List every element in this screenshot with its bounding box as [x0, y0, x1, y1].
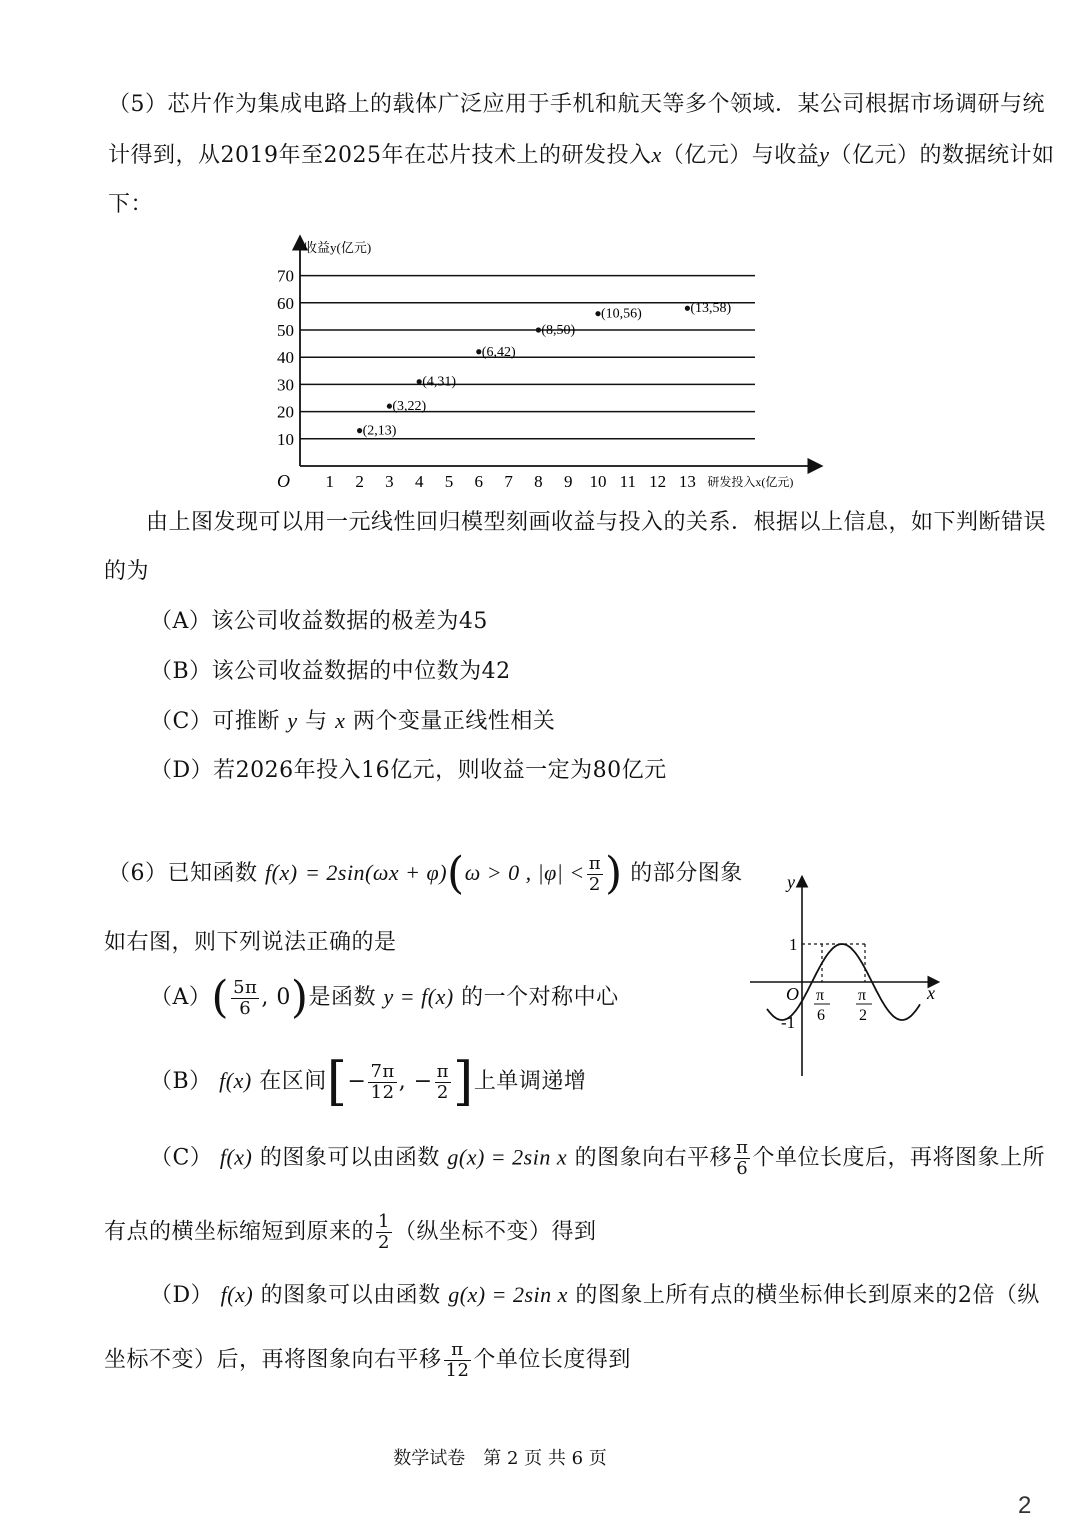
numerator: π — [444, 1340, 472, 1361]
var-x: x — [651, 142, 662, 167]
option-c-a: 的图象可以由函数 — [259, 1145, 440, 1171]
point-label: (10,56) — [601, 306, 642, 322]
y-tick-label: 70 — [277, 266, 294, 286]
y-tick-label: 60 — [277, 293, 294, 313]
g-of-x: g(x) = 2sin x — [448, 1282, 568, 1307]
option-label: （D） — [150, 1283, 214, 1308]
one-half — [376, 1212, 392, 1253]
option-b-mid: 在区间 — [259, 1069, 327, 1094]
q5-line2-pre: 计得到，从2019年至2025年在芯片技术上的研发投入 — [108, 143, 652, 168]
point-label: (6,42) — [481, 344, 516, 360]
right-paren: ) — [290, 972, 309, 1023]
q6-option-c — [150, 1138, 1045, 1179]
q5-after-line2: 的为 — [104, 559, 150, 584]
x-tick-label: 9 — [563, 472, 573, 491]
data-point — [536, 327, 541, 332]
q6-option-d — [150, 1280, 1040, 1311]
denominator: 6 — [736, 1158, 749, 1179]
option-a-tail: 是函数 — [308, 985, 377, 1010]
origin-label: O — [786, 984, 799, 1004]
pi-over-6 — [734, 1138, 750, 1179]
q5-option-c-mid: 与 — [305, 709, 328, 734]
x-axis-label: 研发投入x(亿元) — [707, 475, 794, 489]
f-of-x: f(x) — [265, 860, 298, 885]
x-tick-label: 13 — [678, 472, 696, 491]
data-point — [595, 311, 600, 316]
point-label: (2,13) — [362, 423, 397, 439]
comma-minus: , − — [398, 1069, 433, 1094]
option-c-line2-post: （纵坐标不变）得到 — [393, 1219, 597, 1245]
label-1: 1 — [789, 935, 798, 954]
condition: ω > 0 , |φ| < — [464, 860, 585, 885]
data-point — [357, 428, 362, 433]
option-label: （C） — [150, 1145, 213, 1171]
f-of-x: f(x) — [219, 1144, 253, 1170]
right-paren: ) — [605, 848, 623, 899]
point-label: (8,50) — [541, 323, 576, 338]
q5-option-a: （A）该公司收益数据的极差为45 — [150, 609, 488, 634]
pi-over-2 — [435, 1062, 451, 1103]
option-d-line2-pre: 坐标不变）后，再将图象向右平移 — [104, 1347, 442, 1373]
seven-pi-over-12 — [368, 1062, 396, 1103]
numerator: π — [736, 1137, 749, 1158]
q6-prefix: （6）已知函数 — [108, 861, 258, 886]
option-d-a: 的图象可以由函数 — [260, 1283, 441, 1308]
var-x: x — [335, 708, 346, 733]
q5-line3: 下： — [108, 192, 154, 217]
var-y: y — [287, 708, 298, 733]
y-tick-label: 10 — [277, 429, 294, 449]
option-c-b: 的图象向右平移 — [574, 1145, 733, 1171]
q6-option-b — [150, 1052, 587, 1112]
x-tick-label: 3 — [385, 472, 394, 491]
point-label: (4,31) — [422, 374, 457, 390]
denominator: 12 — [445, 1360, 470, 1381]
x-tick-label: 12 — [649, 472, 667, 491]
x-tick-label: 10 — [589, 472, 607, 491]
origin-label: O — [277, 471, 290, 491]
option-c-c: 个单位长度后，再将图象上所 — [752, 1145, 1045, 1171]
left-paren: ( — [447, 848, 465, 899]
x-axis-label: x — [927, 983, 935, 1003]
q5-option-b: （B）该公司收益数据的中位数为42 — [150, 659, 511, 684]
y-tick-label: 50 — [277, 321, 294, 340]
point-label: (13,58) — [690, 301, 732, 317]
sine-graph — [745, 868, 950, 1083]
q5-option-c-pre: （C）可推断 — [150, 709, 280, 734]
x-tick-label: 2 — [355, 472, 364, 491]
q6-stem — [108, 848, 743, 899]
page-footer: 数学试卷 第 2 页 共 6 页 — [393, 1448, 607, 1469]
data-point — [387, 404, 392, 409]
q5-line2-mid: （亿元）与收益 — [661, 143, 820, 168]
q6-option-a — [150, 972, 619, 1023]
left-bracket: [ — [326, 1052, 348, 1112]
pi-over-12 — [444, 1340, 472, 1381]
numerator: 1 — [378, 1211, 390, 1232]
x-tick-label: 11 — [619, 472, 636, 491]
denominator: 12 — [370, 1081, 395, 1103]
x-tick-label: 6 — [474, 472, 484, 491]
pi-over-2 — [587, 854, 603, 895]
denominator: 6 — [239, 997, 252, 1019]
f-of-x: f(x) — [220, 1282, 254, 1307]
left-paren: ( — [211, 972, 230, 1023]
y-axis-label: 收益y(亿元) — [304, 240, 372, 255]
g-of-x: g(x) = 2sin x — [447, 1144, 568, 1170]
data-point — [417, 379, 422, 384]
option-d-b: 的图象上所有点的横坐标伸长到原来的2倍（纵 — [575, 1283, 1040, 1308]
minus: − — [347, 1069, 367, 1094]
x-tick-label: 5 — [444, 472, 454, 491]
data-point — [476, 349, 481, 354]
q5-option-c — [150, 706, 555, 737]
y-equals-fx: y = f(x) — [383, 984, 454, 1009]
denominator: 2 — [588, 873, 601, 895]
q5-after-line1: 由上图发现可以用一元线性回归模型刻画收益与投入的关系．根据以上信息，如下判断错误 — [146, 510, 1047, 535]
zero: , 0 — [261, 985, 291, 1010]
x-tick-label: 1 — [325, 472, 335, 491]
q6-option-d-line2 — [104, 1340, 631, 1381]
numerator: π — [588, 852, 602, 874]
x-tick-label: 7 — [504, 472, 513, 491]
q6-suffix: 的部分图象 — [630, 861, 743, 886]
option-c-line2-pre: 有点的横坐标缩短到原来的 — [104, 1219, 375, 1245]
scatter-chart — [260, 232, 830, 494]
q5-line1: （5）芯片作为集成电路上的载体广泛应用于手机和航天等多个领域．某公司根据市场调研与统 — [108, 92, 1046, 117]
label-neg-1: -1 — [781, 1013, 796, 1032]
pi2-den: 2 — [859, 1007, 867, 1024]
denominator: 2 — [378, 1232, 390, 1253]
denominator: 2 — [436, 1081, 449, 1103]
q5-option-d: （D）若2026年投入16亿元，则收益一定为80亿元 — [150, 758, 667, 783]
y-tick-label: 40 — [277, 348, 294, 368]
numerator: 7π — [370, 1060, 395, 1082]
point-label: (3,22) — [392, 399, 427, 415]
pi2-num: π — [858, 987, 867, 1004]
numerator: 5π — [233, 976, 258, 998]
data-point — [685, 306, 690, 311]
q5-line2 — [108, 140, 1055, 171]
f-definition: = 2sin(ωx + φ) — [305, 860, 448, 885]
option-a-end: 的一个对称中心 — [461, 985, 619, 1010]
x-tick-label: 8 — [534, 472, 543, 491]
option-d-line2-post: 个单位长度得到 — [473, 1347, 631, 1373]
option-b-end: 上单调递增 — [473, 1069, 587, 1094]
option-label: （B） — [150, 1069, 212, 1094]
var-y: y — [819, 142, 830, 167]
f-of-x: f(x) — [219, 1068, 252, 1093]
five-pi-over-6 — [231, 978, 259, 1019]
numerator: π — [436, 1060, 450, 1082]
x-tick-label: 4 — [414, 472, 424, 491]
pi6-num: π — [816, 987, 825, 1004]
q6-line2: 如右图，则下列说法正确的是 — [104, 930, 397, 955]
y-tick-label: 30 — [277, 375, 294, 395]
q5-line2-post: （亿元）的数据统计如 — [829, 143, 1055, 168]
q5-option-c-post: 两个变量正线性相关 — [352, 709, 556, 734]
right-bracket: ] — [453, 1052, 474, 1112]
pi6-den: 6 — [817, 1007, 825, 1024]
y-axis-label: y — [787, 872, 795, 892]
y-tick-label: 20 — [277, 402, 294, 422]
q6-option-c-line2 — [104, 1212, 596, 1253]
option-label: （A） — [150, 985, 212, 1010]
page-number: 2 — [1018, 1492, 1032, 1519]
